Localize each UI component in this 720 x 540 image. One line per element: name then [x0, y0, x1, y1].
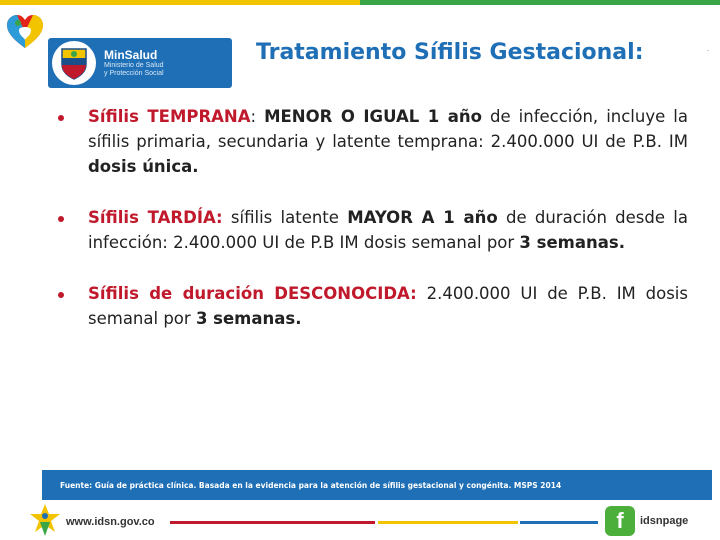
source-citation: Fuente: Guía de práctica clínica. Basada en la evidencia para la atención de sífilis gestacional y congénita. MSPS 2014: [60, 480, 562, 490]
bullet-dot: [58, 216, 64, 222]
minsalud-line2: y Protección Social: [104, 70, 164, 77]
bullet-dot: [58, 115, 64, 121]
website-link[interactable]: www.idsn.gov.co: [66, 516, 155, 528]
idsn-footer-logo-icon: [28, 502, 62, 538]
bullet-text: 2.400.000 UI de P.B. IM dosis semanal por: [88, 284, 688, 328]
bullet-early-syphilis: [56, 104, 688, 179]
stripe-green: [360, 0, 720, 5]
bullet-emphasis: 3 semanas.: [195, 309, 302, 328]
facebook-icon[interactable]: f: [605, 506, 635, 536]
bullet-list: [56, 104, 688, 331]
footer-line-blue: [520, 521, 598, 524]
bullet-emphasis: dosis única.: [88, 157, 199, 176]
bullet-emphasis: MENOR O IGUAL 1 año: [264, 107, 482, 126]
heart-logo-icon: [6, 14, 44, 50]
footer-line-red: [170, 521, 375, 524]
bullet-label: Sífilis de duración DESCONOCIDA:: [88, 284, 417, 303]
minsalud-line1: Ministerio de Salud: [104, 62, 164, 69]
bullet-late-syphilis: [56, 205, 688, 255]
slide-title: Tratamiento Sífilis Gestacional:: [256, 40, 644, 65]
source-bar: [42, 470, 712, 500]
bullet-label: Sífilis TEMPRANA: [88, 107, 251, 126]
minsalud-text: [104, 48, 164, 78]
top-color-stripe: [0, 0, 720, 5]
colombia-shield-icon: [52, 41, 96, 85]
bullet-text: de duración desde la infección: 2.400.000 UI de P.B IM dosis semanal por: [88, 208, 689, 252]
bullet-text: :: [250, 107, 265, 126]
minsalud-badge: [48, 38, 232, 88]
corner-mark: .: [707, 44, 710, 53]
stripe-yellow: [0, 0, 360, 5]
bullet-text: sífilis latente: [222, 208, 348, 227]
facebook-handle[interactable]: idsnpage: [640, 515, 689, 527]
minsalud-title: MinSalud: [104, 48, 158, 62]
bullet-text: de infección, incluye la sífilis primaria, secundaria y latente temprana: 2.400.000 UI de P.B. IM: [88, 107, 688, 151]
bullet-unknown-duration: [56, 281, 688, 331]
footer-line-yellow: [378, 521, 518, 524]
bullet-dot: [58, 292, 64, 298]
bullet-emphasis: MAYOR A 1 año: [347, 208, 498, 227]
bullet-label: Sífilis TARDÍA:: [88, 208, 223, 227]
bullet-emphasis: 3 semanas.: [519, 233, 625, 252]
